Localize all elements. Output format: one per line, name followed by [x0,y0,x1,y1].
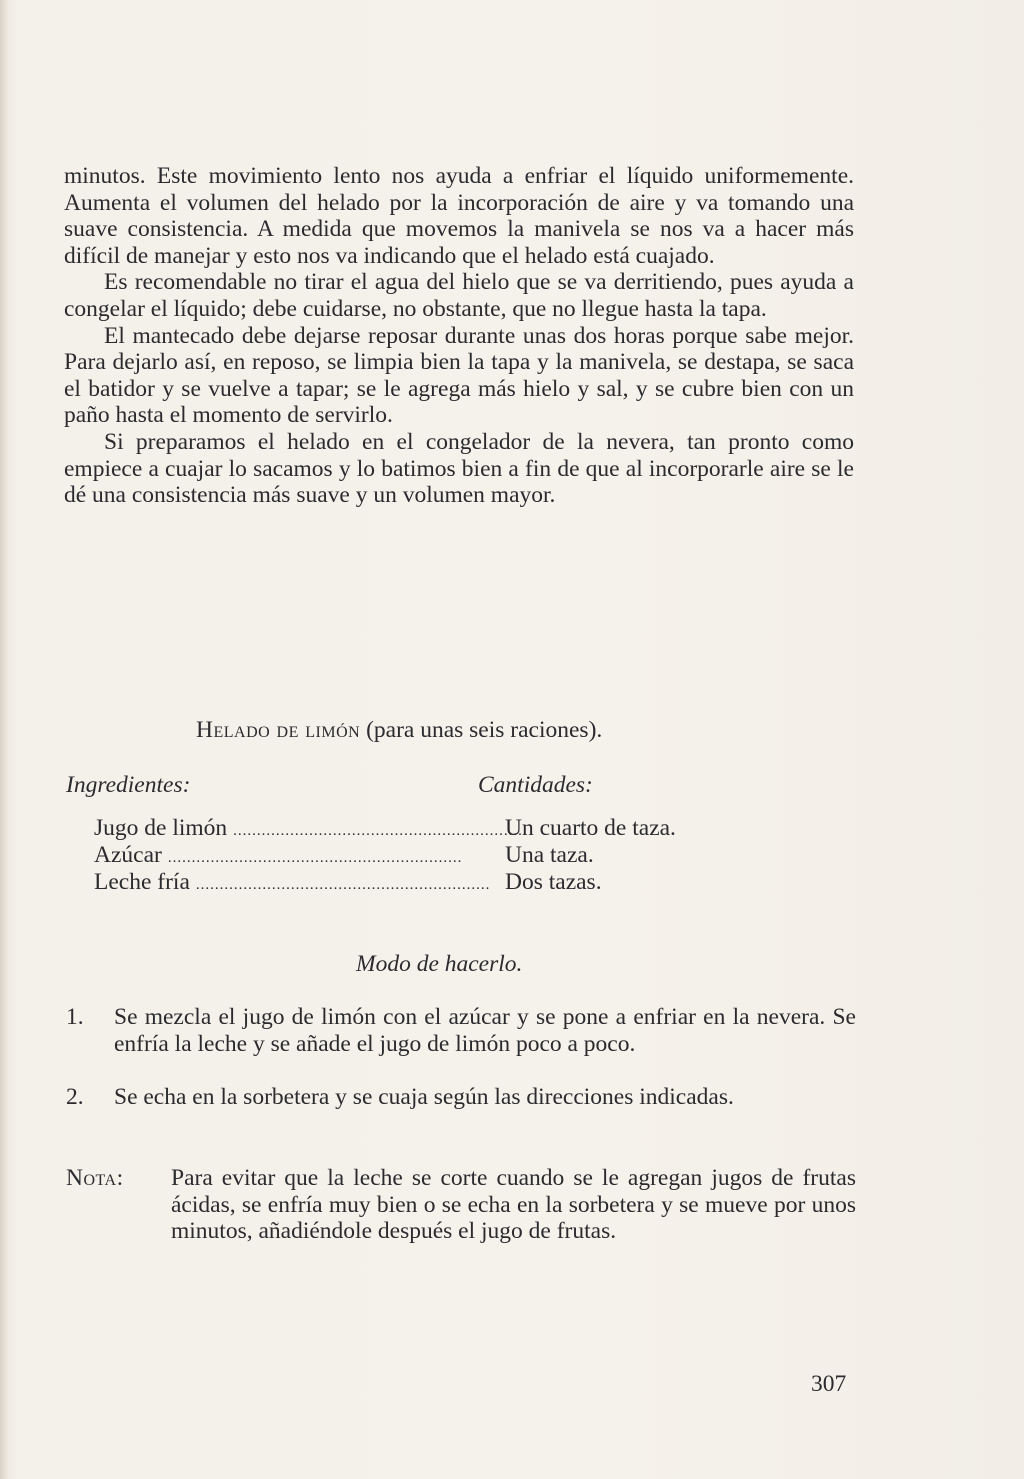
ingredient-quantity: Dos tazas. [505,869,602,895]
method-title: Modo de hacerlo. [356,951,523,977]
method-step [64,1084,856,1111]
step-number: 2. [66,1084,84,1110]
paragraph: El mantecado debe dejarse reposar durante unas dos horas porque sabe mejor. Para dejarlo así, en reposo, se limpia bien la tapa y la manivela, se destapa, se saca el batidor y se vuelve a tapar; se le agrega más hielo y sal, y se cubre bien con un paño hasta el momento de servirlo. [64,322,854,429]
ingredient-quantity: Un cuarto de taza. [505,815,676,841]
step-text: Se mezcla el jugo de limón con el azúcar y se pone a enfriar en la nevera. Se enfría la leche y se añade el jugo de limón poco a poco. [114,1004,856,1057]
step-number: 1. [66,1004,84,1030]
ingredient-row [94,842,794,869]
step-text: Se echa en la sorbetera y se cuaja según las direcciones indicadas. [114,1084,734,1110]
ingredient-row [94,869,794,896]
note-text: Para evitar que la leche se corte cuando se le agregan jugos de frutas ácidas, se enfría muy bien o se echa en la sorbetera y se mueve por unos minutos, añadiéndole después el jugo de frutas. [171,1165,856,1245]
page-number: 307 [811,1371,847,1397]
page-gutter-shadow [0,0,8,1479]
quantities-heading: Cantidades: [478,772,593,798]
paragraph: Si preparamos el helado en el congelador de la nevera, tan pronto como empiece a cuajar lo sacamos y lo batimos bien a fin de que al incorporarle aire se le dé una consistencia más suave y un volumen mayor. [64,428,854,509]
ingredient-row [94,815,794,842]
dot-leader: .............................................................. [233,823,528,839]
paragraph: minutos. Este movimiento lento nos ayuda a enfriar el líquido uniformemente. Aumenta el volumen del helado por la incorporación de aire y va tomando una suave consistencia. A medida que movemos la manivela se nos va a hacer más difícil de manejar y esto nos va indicando que el helado está cuajado. [64,163,854,269]
ingredient-name: Leche fría [94,869,190,895]
recipe-heading [196,717,602,744]
note [64,1165,856,1245]
dot-leader: .............................................................. [167,850,463,866]
dot-leader: .............................................................. [195,877,491,893]
method-step [64,1004,856,1057]
ingredient-name-cell [94,869,491,901]
ingredients-heading: Ingredientes: [66,772,191,798]
note-label: Nota: [66,1165,124,1191]
recipe-title: Helado de limón [196,717,361,743]
recipe-servings: (para unas seis raciones). [366,717,603,743]
body-text [64,163,854,509]
ingredient-name: Azúcar [94,842,162,868]
ingredient-name: Jugo de limón [94,815,228,841]
paragraph: Es recomendable no tirar el agua del hielo que se va derritiendo, pues ayuda a congelar el líquido; debe cuidarse, no obstante, que no llegue hasta la tapa. [64,269,854,322]
ingredient-quantity: Una taza. [505,842,594,868]
